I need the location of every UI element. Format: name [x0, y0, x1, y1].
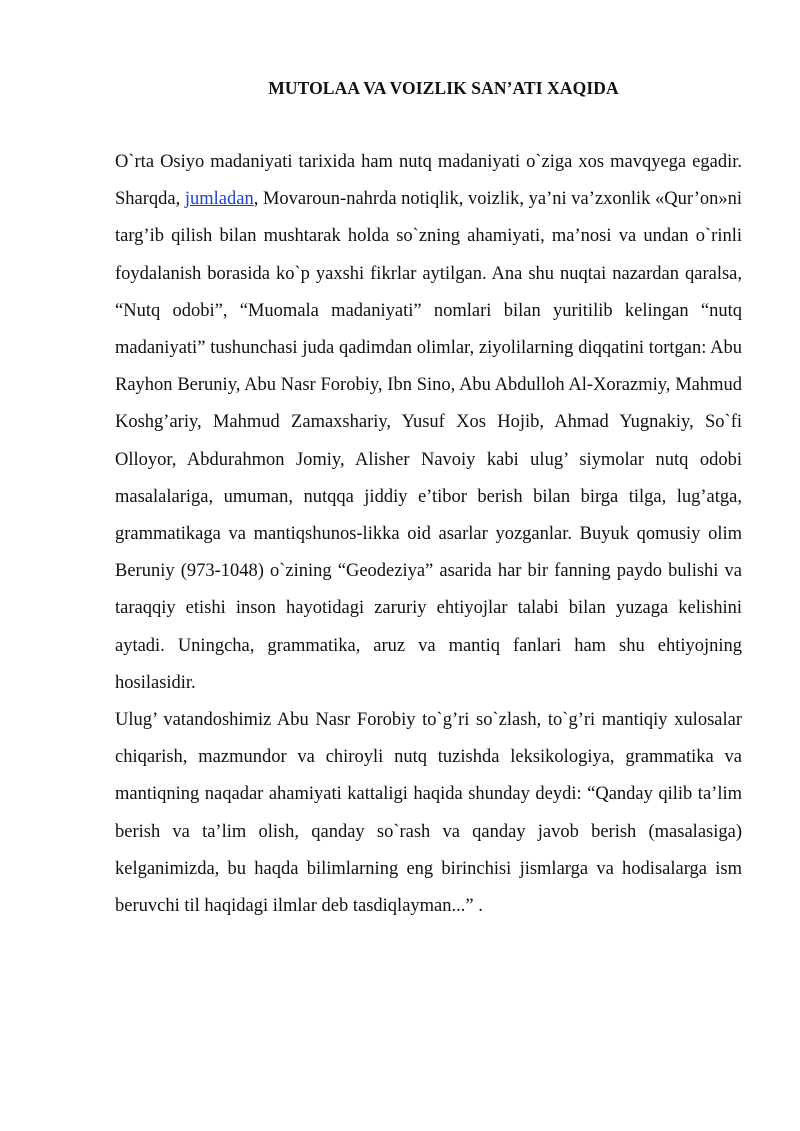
paragraph-1-text-end: , Movaroun-nahrda notiqlik, voizlik, ya’ni va’zxonlik «Qur’on»ni targ’ib qilish bilan mushtarak holda so`zning ahamiyati, ma’nosi va undan o`rinli foydalanish borasida ko`p yaxshi fikrlar aytilgan. Ana shu nuqtai nazardan qaralsa, “Nutq odobi”, “Muomala madaniyati” nomlari bilan yuritilib kelingan “nutq madaniyati” tushunchasi juda qadimdan olimlar, ziyolilarning diqqatini tortgan: Abu Rayhon Beruniy, Abu Nasr Forobiy, Ibn Sino, Abu Abdulloh Al-Xorazmiy, Mahmud Koshg’ariy, Mahmud Zamaxshariy, Yusuf Xos Hojib, Ahmad Yugnakiy, So`fi Olloyor, Abdurahmon Jomiy, Alisher Navoiy kabi ulug’ siymolar nutq odobi masalalariga, umuman, nutqqa jiddiy e’tibor berish bilan birga tilga, lug’atga, grammatikaga va mantiqshunos-likka oid asarlar yozganlar. Buyuk qomusiy olim Beruniy (973-1048) o`zining “Geodeziya” asarida har bir fanning paydo bulishi va taraqqiy etishi inson hayotidagi zaruriy ehtiyojlar talabi bilan yuzaga kelishini aytadi. Uningcha, grammatika, aruz va mantiq fanlari ham shu ehtiyojning hosilasidir. — [115, 189, 742, 693]
paragraph-2: Ulug’ vatandoshimiz Abu Nasr Forobiy to`g’ri so`zlash, to`g’ri mantiqiy xulosalar chiqarish, mazmundor va chiroyli nutq tuzishda leksikologiya, grammatika va mantiqning naqadar ahamiyati kattaligi haqida shunday deydi: “Qanday qilib ta’lim berish va ta’lim olish, qanday so`rash va qanday javob berish (masalasiga) kelganimizda, bu haqda bilimlarning eng birinchisi jismlarga va hodisalarga ism beruvchi til haqidagi ilmlar deb tasdiqlayman...” . — [115, 710, 742, 917]
document-title: MUTOLAA VA VOIZLIK SAN’ATI XAQIDA — [268, 78, 619, 98]
jumladan-link[interactable]: jumladan — [184, 189, 254, 210]
paragraph-1 — [115, 144, 742, 702]
paragraph-1-text-start: O`rta Osiyo madaniyati tarixida ham nutq madaniyati o`ziga xos mavqyega egadir. Sharqda, — [115, 152, 742, 210]
document-page — [115, 76, 742, 925]
